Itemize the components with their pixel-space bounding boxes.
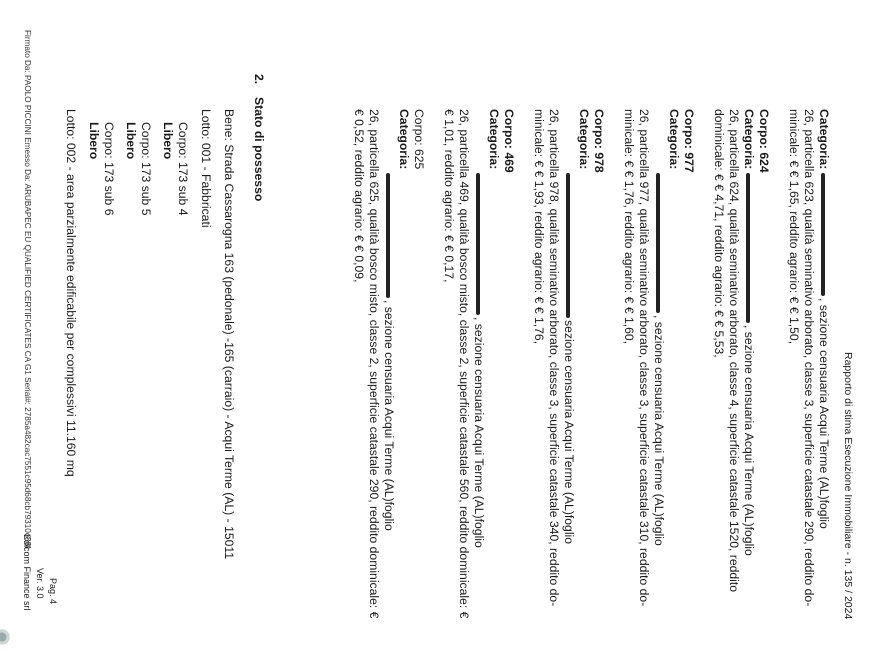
desc-line-978a: 26, particella 978, qualità seminativo arborato, classe 3, superficie catastale 340, reddito do- xyxy=(547,109,561,607)
corpo-977: Corpo: 977 xyxy=(682,109,696,173)
corpo-624: Corpo: 624 xyxy=(757,109,771,173)
categoria-label-978: Categoria: xyxy=(577,109,591,170)
desc-line-625b: € 0,52, reddito agrario: € € 0,09, xyxy=(352,109,366,283)
redaction-bar xyxy=(656,173,660,313)
categoria-label-624: Categoria: xyxy=(742,109,756,170)
corpo-469: Corpo: 469 xyxy=(502,109,516,173)
categoria-text-978 xyxy=(561,173,576,544)
desc-line-469a: 26, particella 469, qualità bosco misto, classe 2, superficie catastale 560, reddito dominicale: € xyxy=(457,109,471,619)
categoria-line1: sezione censuaria Acqui Terme (AL)foglio xyxy=(562,320,576,545)
categoria-text-977 xyxy=(651,173,666,546)
report-header: Rapporto di stima Esecuzione Immobiliare - n. 135 / 2024 xyxy=(842,352,854,620)
stato-sub-5: Libero xyxy=(124,122,138,160)
categoria-label-623: Categoria: xyxy=(817,109,831,170)
redaction-bar xyxy=(386,173,390,298)
corpo-173-sub-5: Corpo: 173 sub 5 xyxy=(139,122,153,216)
categoria-text-625 xyxy=(381,173,396,531)
desc-line-623b: minicale: € € 1,65, reddito agrario: € € 1,50, xyxy=(787,109,801,345)
desc-line-977a: 26, particella 977, qualità seminativo arborato, classe 3, superficie catastale 310, reddito do- xyxy=(637,109,651,607)
categoria-label-469: Categoria: xyxy=(487,109,501,170)
corpo-978: Corpo: 978 xyxy=(592,109,606,173)
bene-address: Bene: Strada Cassarogna 163 (pedonale) -165 (carraio) - Acqui Terme (AL) - 15011 xyxy=(222,109,236,560)
categoria-line1: , sezione censuaria Acqui Terme (AL)foglio xyxy=(742,325,756,556)
desc-line-624a: 26, particella 624, qualità seminativo arborato, classe 4, superficie catastale 1520, reddito xyxy=(727,109,741,593)
redaction-bar xyxy=(566,173,570,318)
categoria-label-977: Categoria: xyxy=(667,109,681,170)
page-number: Pag. 4 xyxy=(48,578,58,605)
desc-line-625a: 26, particella 625, qualità bosco misto, classe 2, superficie catastale 290, reddito dominicale: € xyxy=(367,109,381,619)
section-title: Stato di possesso xyxy=(252,97,266,202)
categoria-line1: , sezione censuaria Acqui Terme (AL)foglio xyxy=(817,298,831,529)
categoria-line1: , sezione censuaria Acqui Terme (AL)foglio xyxy=(472,317,486,548)
stato-sub-4: Libero xyxy=(161,122,175,160)
corpo-173-sub-6: Corpo: 173 sub 6 xyxy=(102,122,116,216)
categoria-line1: , sezione censuaria Acqui Terme (AL)foglio xyxy=(652,315,666,546)
categoria-text-469 xyxy=(471,173,486,548)
categoria-line1: , sezione censuaria Acqui Terme (AL)foglio xyxy=(382,300,396,531)
edicom-label: Edicom Finance srl xyxy=(22,534,32,611)
redaction-bar xyxy=(476,173,480,315)
desc-line-624b: dominicale: € € 4,71, reddito agrario: € € 5,53, xyxy=(712,109,726,358)
lotto-002: Lotto: 002 - area parzialmente edificabile per complessivi 11.160 mq xyxy=(64,109,78,477)
categoria-label-625: Categoria: xyxy=(397,109,411,170)
digital-signature: Firmato Da: PAOLO PICCINI Emesso Da: ARUBAPEC EU QUALIFIED CERTIFICATES CA G1 Serial#: 2785a482cac7551c95d68cb79310c88f xyxy=(23,30,32,549)
desc-line-469b: € 1,01, reddito agrario: € € 0,17, xyxy=(442,109,456,283)
desc-line-977b: minicale: € € 1,76, reddito agrario: € € 1,60, xyxy=(622,109,636,345)
desc-line-978b: minicale: € € 1,93, reddito agrario: € € 1,76, xyxy=(532,109,546,345)
desc-line-623a: 26, particella 623, qualità seminativo arborato, classe 3, superficie catastale 290, reddito do- xyxy=(802,109,816,607)
categoria-text-623 xyxy=(816,173,831,529)
stato-sub-6: Libero xyxy=(87,122,101,160)
section-number: 2. xyxy=(252,74,266,85)
categoria-text-624 xyxy=(741,173,756,556)
corpo-173-sub-4: Corpo: 173 sub 4 xyxy=(176,122,190,216)
lotto-001: Lotto: 001 - Fabbricati xyxy=(199,109,213,228)
punch-hole-icon xyxy=(0,628,11,646)
redaction-bar xyxy=(746,173,750,323)
version: Ver. 3.0 xyxy=(35,568,45,599)
redaction-bar xyxy=(821,173,825,296)
corpo-625: Corpo: 625 xyxy=(412,109,426,170)
